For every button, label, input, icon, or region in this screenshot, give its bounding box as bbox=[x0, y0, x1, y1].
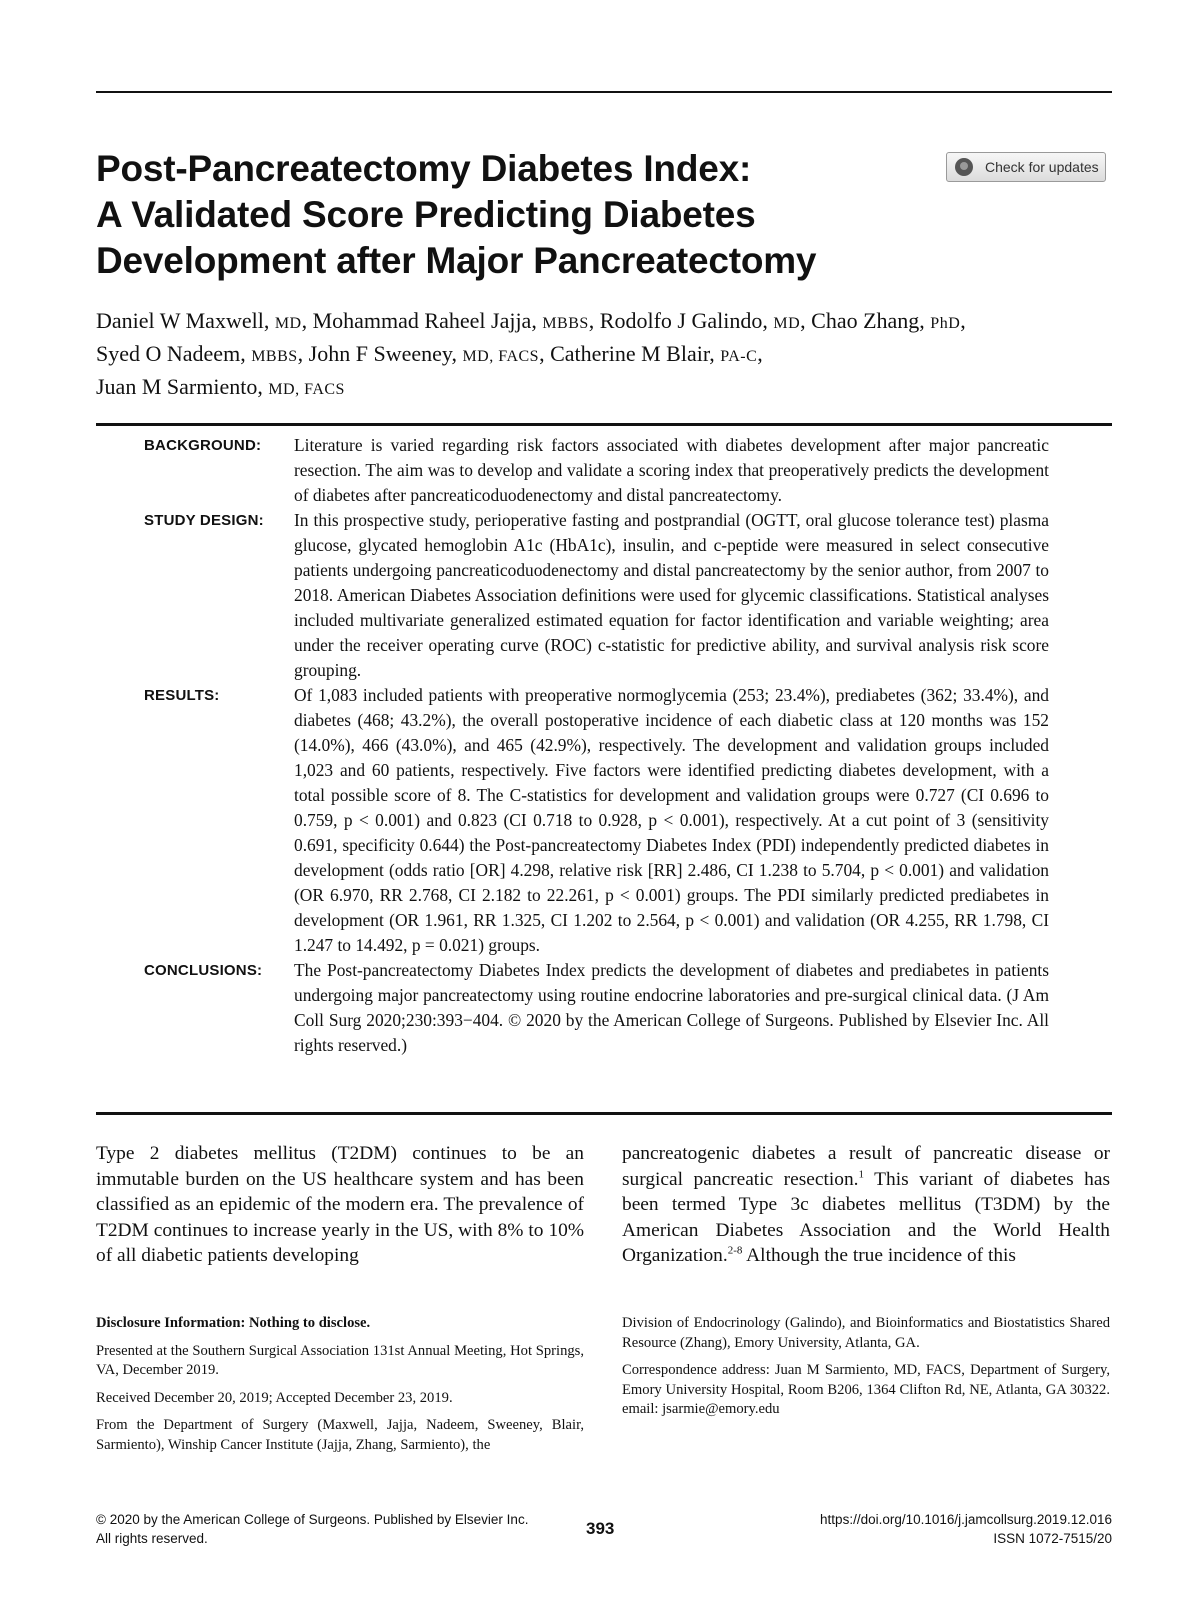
body-column-right bbox=[622, 1141, 1110, 1269]
disclosure-note: Disclosure Information: Nothing to disclose. bbox=[96, 1315, 371, 1331]
abstract-section-background bbox=[144, 433, 1049, 508]
structured-abstract bbox=[144, 433, 1049, 1058]
footer-copyright bbox=[96, 1510, 528, 1548]
author-name: Mohammad Raheel Jajja bbox=[312, 308, 532, 333]
footer-identifiers bbox=[820, 1510, 1112, 1548]
abstract-label: BACKGROUND: bbox=[144, 437, 262, 454]
page-number: 393 bbox=[586, 1519, 615, 1538]
author-degree: MD bbox=[274, 315, 302, 332]
author-degree: MBBS bbox=[251, 348, 298, 365]
presented-note: Presented at the Southern Surgical Association 131st Annual Meeting, Hot Springs, VA, December 2019. bbox=[96, 1342, 584, 1378]
abstract-text: The Post-pancreatectomy Diabetes Index predicts the development of diabetes and prediabetes in patients undergoing major pancreatectomy using routine endocrine laboratories and pre-surgical clinical data. (J Am Coll Surg 2020;230:393−404. © 2020 by the American College of Surgeons. Published by Elsevier Inc. All rights reserved.) bbox=[294, 960, 1049, 1055]
check-for-updates-button[interactable] bbox=[946, 152, 1106, 182]
author-name: Syed O Nadeem bbox=[96, 341, 241, 366]
author-name: Chao Zhang bbox=[811, 308, 920, 333]
reference-marker[interactable]: 2-8 bbox=[727, 1244, 743, 1257]
top-rule bbox=[96, 91, 1112, 93]
crossmark-icon bbox=[955, 158, 973, 176]
received-note: Received December 20, 2019; Accepted December 23, 2019. bbox=[96, 1389, 453, 1406]
author-degree: MBBS bbox=[542, 315, 589, 332]
author-name: Juan M Sarmiento bbox=[96, 374, 258, 399]
author-degree: PA-C bbox=[720, 348, 758, 365]
abstract-section-conclusions bbox=[144, 958, 1049, 1058]
affiliation-note: From the Department of Surgery (Maxwell, Jajja, Nadeem, Sweeney, Blair, Sarmiento), Winship Cancer Institute (Jajja, Zhang, Sarmiento), the bbox=[96, 1417, 584, 1453]
author-degree: MD, FACS bbox=[268, 381, 345, 398]
title-line-2: A Validated Score Predicting Diabetes bbox=[96, 194, 756, 235]
check-for-updates-label: Check for updates bbox=[985, 159, 1099, 175]
author-name: Rodolfo J Galindo bbox=[599, 308, 763, 333]
abstract-text: Literature is varied regarding risk factors associated with diabetes development after major pancreatic resection. The aim was to develop and validate a scoring index that preoperatively predicts the development of diabetes after pancreaticoduodenectomy and distal pancreatectomy. bbox=[294, 435, 1049, 505]
abstract-text: In this prospective study, perioperative fasting and postprandial (OGTT, oral glucose tolerance test) plasma glucose, glycated hemoglobin A1c (HbA1c), insulin, and c-peptide were measured in select consecutive patients undergoing pancreaticoduodenectomy and distal pancreatectomy by the senior author, from 2007 to 2018. American Diabetes Association definitions were used for glycemic classifications. Statistical analyses included multivariate generalized estimated equation for factor identification and variable weighting; area under the receiver operating curve (ROC) c-statistic for predictive ability, and survival analysis risk score grouping. bbox=[294, 510, 1049, 680]
front-notes-right bbox=[622, 1314, 1110, 1428]
author-name: Daniel W Maxwell bbox=[96, 308, 264, 333]
doi-link[interactable]: https://doi.org/10.1016/j.jamcollsurg.2019.12.016 bbox=[820, 1512, 1112, 1527]
author-degree: MD, FACS bbox=[462, 348, 540, 365]
body-text: pancreatogenic diabetes a result of pancreatic disease or surgical pancreatic resection. bbox=[622, 1143, 1110, 1190]
reference-marker[interactable]: 1 bbox=[858, 1168, 865, 1181]
affiliation-note-continued: Division of Endocrinology (Galindo), and Bioinformatics and Biostatistics Shared Resource (Zhang), Emory University, Atlanta, GA. bbox=[622, 1315, 1110, 1351]
author-name: Catherine M Blair bbox=[550, 341, 710, 366]
abstract-label: CONCLUSIONS: bbox=[144, 962, 263, 979]
copyright-text: © 2020 by the American College of Surgeons. Published by Elsevier Inc. bbox=[96, 1512, 529, 1527]
body-column-left: Type 2 diabetes mellitus (T2DM) continues to be an immutable burden on the US healthcare system and has been classified as an epidemic of the modern era. The prevalence of T2DM continues to increase yearly in the US, with 8% to 10% of all diabetic patients developing bbox=[96, 1143, 584, 1266]
abstract-section-study-design bbox=[144, 508, 1049, 683]
body-text: This variant of diabetes has been termed Type 3c diabetes mellitus (T3DM) by the American Diabetes Association and the World Health Organization. bbox=[622, 1168, 1111, 1266]
author-degree: PhD bbox=[930, 315, 961, 332]
abstract-bottom-rule bbox=[96, 1112, 1112, 1115]
abstract-label: STUDY DESIGN: bbox=[144, 512, 264, 529]
abstract-section-results bbox=[144, 683, 1049, 958]
author-degree: MD bbox=[773, 315, 801, 332]
title-line-1: Post-Pancreatectomy Diabetes Index: bbox=[96, 148, 752, 189]
correspondence-note: Correspondence address: Juan M Sarmiento, MD, FACS, Department of Surgery, Emory University Hospital, Room B206, 1364 Clifton Rd, NE, Atlanta, GA 30322. email: jsarmie@emory.edu bbox=[622, 1362, 1110, 1417]
abstract-label: RESULTS: bbox=[144, 687, 220, 704]
issn-text: ISSN 1072-7515/20 bbox=[993, 1531, 1112, 1546]
rights-text: All rights reserved. bbox=[96, 1531, 208, 1546]
body-text: Although the true incidence of this bbox=[742, 1245, 1016, 1266]
abstract-text: Of 1,083 included patients with preoperative normoglycemia (253; 23.4%), prediabetes (362; 33.4%), and diabetes (468; 43.2%), the overall postoperative incidence of each diabetic class at 120 months was 152 (14.0%), 466 (43.0%), and 465 (42.9%), respectively. The development and validation groups included 1,023 and 60 patients, respectively. Five factors were identified predicting diabetes development, with a total possible score of 8. The C-statistics for development and validation groups were 0.727 (CI 0.696 to 0.759, p < 0.001) and 0.823 (CI 0.718 to 0.928, p < 0.001), respectively. At a cut point of 3 (sensitivity 0.691, specificity 0.644) the Post-pancreatectomy Diabetes Index (PDI) independently predicted diabetes in development (odds ratio [OR] 4.298, relative risk [RR] 2.486, CI 1.238 to 5.704, p < 0.001) and validation (OR 6.970, RR 2.768, CI 2.182 to 22.261, p < 0.001) groups. The PDI similarly predicted prediabetes in development (OR 1.961, RR 1.325, CI 1.202 to 2.564, p < 0.001) and validation (OR 4.255, RR 1.798, CI 1.247 to 14.492, p = 0.021) groups. bbox=[294, 685, 1049, 955]
front-notes-left bbox=[96, 1314, 584, 1463]
title-line-3: Development after Major Pancreatectomy bbox=[96, 240, 817, 281]
author-list: Daniel W Maxwell, MD, Mohammad Raheel Jajja, MBBS, Rodolfo J Galindo, MD, Chao Zhang, PhD, Syed O Nadeem, MBBS, John F Sweeney, MD, FACS, Catherine M Blair, PA-C, Juan M Sarmiento, MD, FACS bbox=[96, 308, 966, 399]
author-name: John F Sweeney bbox=[308, 341, 452, 366]
abstract-top-rule bbox=[96, 423, 1112, 426]
article-title bbox=[96, 146, 916, 284]
